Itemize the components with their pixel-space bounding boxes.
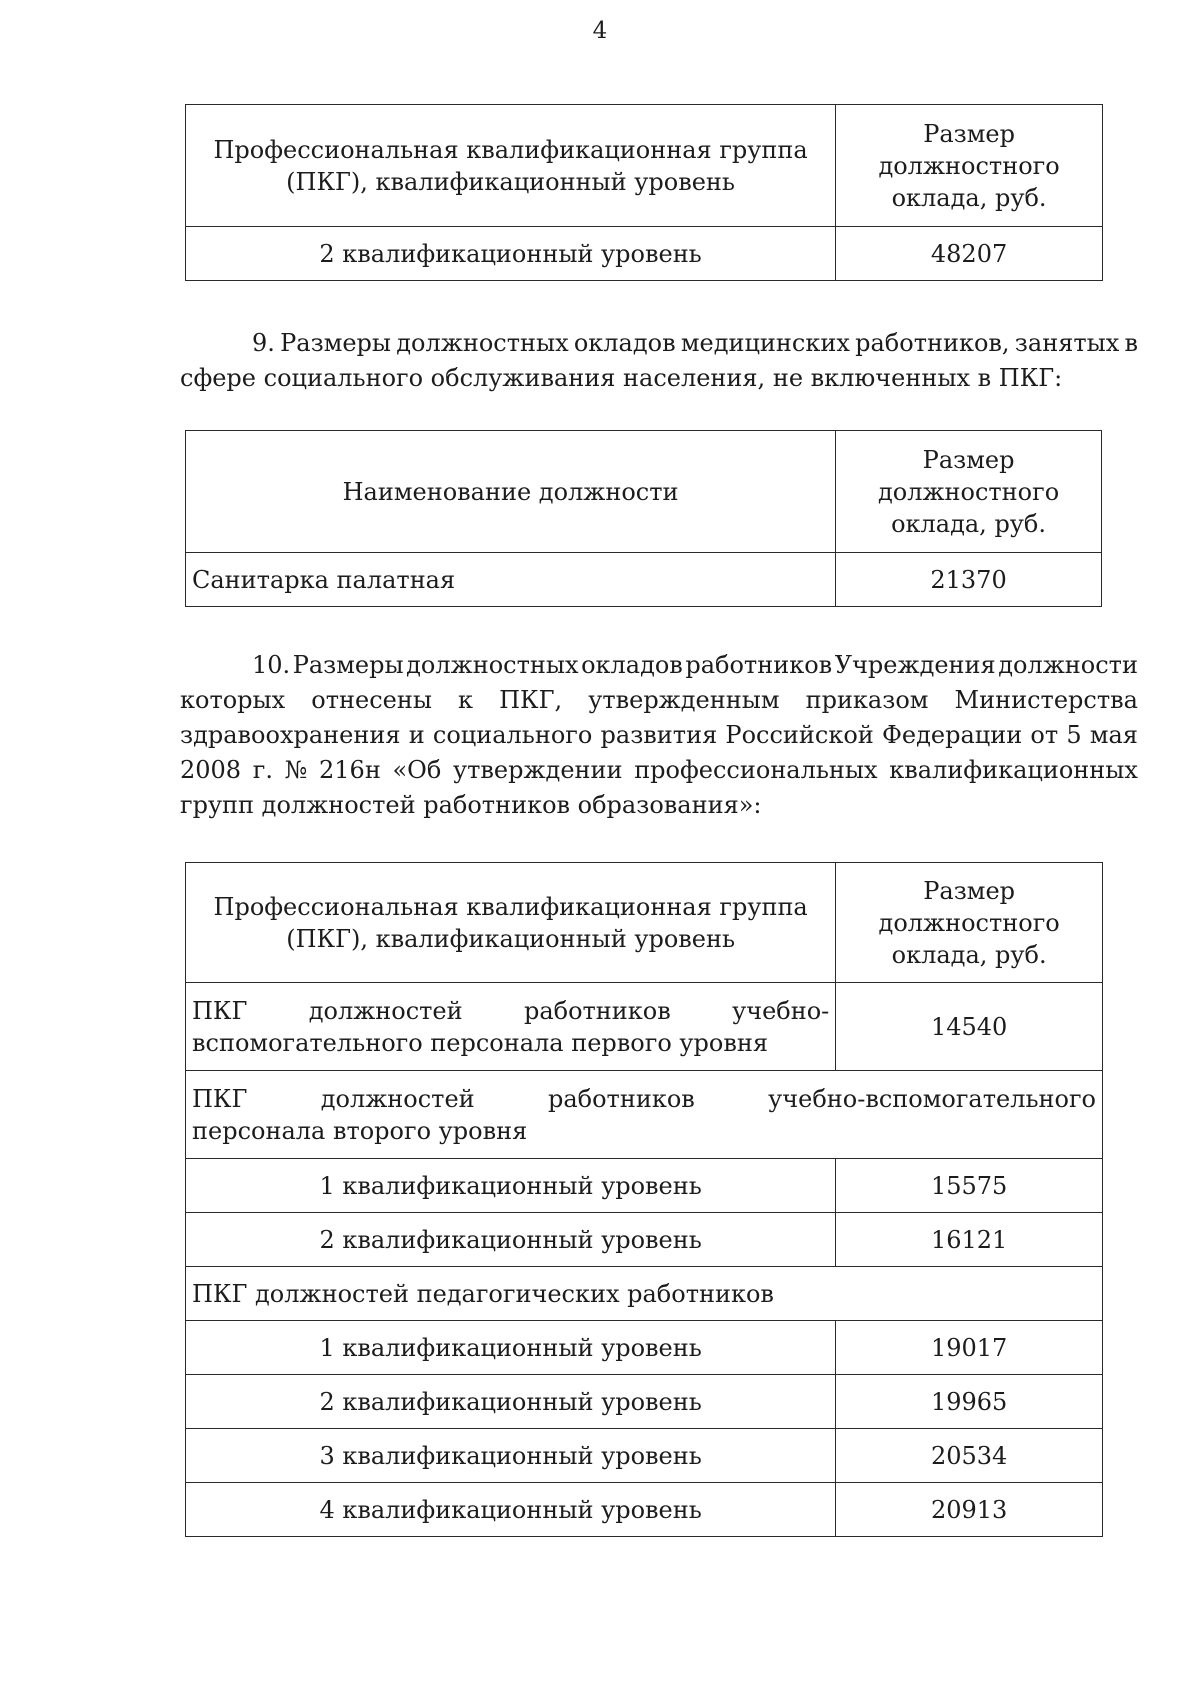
row-value: 16121 <box>836 1213 1103 1267</box>
word: окладов <box>573 329 676 357</box>
word: должностей <box>308 996 463 1025</box>
group-3-label: ПКГ должностей педагогических работников <box>186 1267 1103 1321</box>
table-row <box>186 1159 1103 1213</box>
paragraph-line <box>180 326 1138 361</box>
cell-line <box>192 995 829 1027</box>
word: развития <box>600 721 718 749</box>
header-salary-line: Размер <box>923 119 1015 148</box>
header-name-cell: Наименование должности <box>186 431 836 553</box>
paragraph-line <box>180 753 1138 788</box>
row-value: 21370 <box>836 553 1102 607</box>
header-group-line: (ПКГ), квалификационный уровень <box>286 167 735 196</box>
word: Федерации <box>881 721 1023 749</box>
header-salary-line: должностного <box>877 477 1060 506</box>
paragraph-line <box>180 683 1138 718</box>
table-row <box>186 227 1103 281</box>
row-value: 15575 <box>836 1159 1103 1213</box>
word: профессиональных <box>634 756 878 784</box>
cell-line <box>192 1083 1096 1115</box>
header-group-cell <box>186 105 836 227</box>
table-header-row <box>186 863 1103 983</box>
word: учебно-вспомогательного <box>768 1084 1096 1113</box>
word: утверждении <box>452 756 623 784</box>
row-label: 2 квалификационный уровень <box>186 1213 836 1267</box>
row-value: 48207 <box>836 227 1103 281</box>
word: мая <box>1089 721 1138 749</box>
word: должности <box>998 651 1138 679</box>
header-salary-cell <box>836 105 1103 227</box>
line-text: групп должностей работников образования»: <box>180 791 762 819</box>
row-value: 19017 <box>836 1321 1103 1375</box>
row-value: 19965 <box>836 1375 1103 1429</box>
row-label: 3 квалификационный уровень <box>186 1429 836 1483</box>
salary-table-2 <box>185 430 1102 607</box>
group-1-label <box>186 983 836 1071</box>
table-row <box>186 1071 1103 1159</box>
paragraph-line <box>180 361 1138 396</box>
word: к <box>458 686 474 714</box>
word: которых <box>180 686 286 714</box>
salary-table-1 <box>185 104 1103 281</box>
header-salary-cell <box>836 863 1103 983</box>
header-salary-line: оклада, руб. <box>891 183 1047 212</box>
header-salary-line: Размер <box>922 445 1015 474</box>
word: Размеры <box>280 329 392 357</box>
word: работников <box>523 996 671 1025</box>
cell-line: вспомогательного персонала первого уровня <box>192 1028 768 1057</box>
word: от <box>1030 721 1059 749</box>
header-group-cell <box>186 863 836 983</box>
word: работников, <box>855 329 1010 357</box>
word: занятых <box>1014 329 1120 357</box>
word: г. <box>252 756 273 784</box>
row-label: 2 квалификационный уровень <box>186 1375 836 1429</box>
word: должностных <box>396 329 569 357</box>
page-number: 4 <box>592 18 608 44</box>
word: 9. <box>252 329 275 357</box>
row-label: 1 квалификационный уровень <box>186 1159 836 1213</box>
word: работников <box>685 651 833 679</box>
header-salary-line: оклада, руб. <box>891 940 1047 969</box>
word: 2008 <box>180 756 242 784</box>
word: должностей <box>320 1084 475 1113</box>
line-text: сфере социального обслуживания населения, не включенных в ПКГ: <box>180 364 1063 392</box>
table-row <box>186 1213 1103 1267</box>
word: 216н <box>319 756 381 784</box>
paragraph-line <box>180 718 1138 753</box>
word: «Об <box>392 756 442 784</box>
word: ПКГ <box>192 1084 248 1113</box>
header-salary-line: должностного <box>878 908 1060 937</box>
word: 10. <box>252 651 291 679</box>
section-10-paragraph <box>180 648 1138 823</box>
header-salary-line: оклада, руб. <box>891 509 1047 538</box>
word: окладов <box>581 651 683 679</box>
table-header-row <box>186 105 1103 227</box>
word: приказом <box>805 686 929 714</box>
paragraph-line <box>180 788 1138 823</box>
word: Российской <box>725 721 874 749</box>
salary-table-3 <box>185 862 1103 1537</box>
word: медицинских <box>680 329 850 357</box>
table-row <box>186 1483 1103 1537</box>
table-row <box>186 553 1102 607</box>
word: учебно- <box>732 996 830 1025</box>
word: Министерства <box>954 686 1138 714</box>
word: утвержденным <box>588 686 780 714</box>
table-header-row <box>186 431 1102 553</box>
row-value: 20534 <box>836 1429 1103 1483</box>
word: должностных <box>406 651 579 679</box>
header-salary-cell <box>836 431 1102 553</box>
word: ПКГ <box>192 996 248 1025</box>
group-2-label <box>186 1071 1103 1159</box>
word: ПКГ, <box>499 686 563 714</box>
table-row <box>186 1321 1103 1375</box>
word: в <box>1124 329 1138 357</box>
word: здравоохранения <box>180 721 401 749</box>
section-9-paragraph <box>180 326 1138 396</box>
word: 5 <box>1066 721 1082 749</box>
row-label: 4 квалификационный уровень <box>186 1483 836 1537</box>
word: отнесены <box>311 686 432 714</box>
word: социального <box>432 721 593 749</box>
word: работников <box>547 1084 695 1113</box>
word: № <box>284 756 308 784</box>
header-group-line: Профессиональная квалификационная группа <box>213 892 808 921</box>
word: квалификационных <box>889 756 1138 784</box>
header-salary-line: Размер <box>923 876 1016 905</box>
row-value: 20913 <box>836 1483 1103 1537</box>
table-row <box>186 983 1103 1071</box>
header-group-line: Профессиональная квалификационная группа <box>213 135 808 164</box>
header-group-line: (ПКГ), квалификационный уровень <box>286 924 736 953</box>
row-label: 2 квалификационный уровень <box>186 227 836 281</box>
word: и <box>408 721 425 749</box>
table-row <box>186 1429 1103 1483</box>
group-1-value: 14540 <box>836 983 1103 1071</box>
table-row <box>186 1375 1103 1429</box>
table-row <box>186 1267 1103 1321</box>
word: Учреждения <box>834 651 996 679</box>
cell-line: персонала второго уровня <box>192 1116 528 1145</box>
row-label: 1 квалификационный уровень <box>186 1321 836 1375</box>
paragraph-line <box>180 648 1138 683</box>
row-label: Санитарка палатная <box>186 553 836 607</box>
word: Размеры <box>292 651 404 679</box>
header-salary-line: должностного <box>878 151 1060 180</box>
